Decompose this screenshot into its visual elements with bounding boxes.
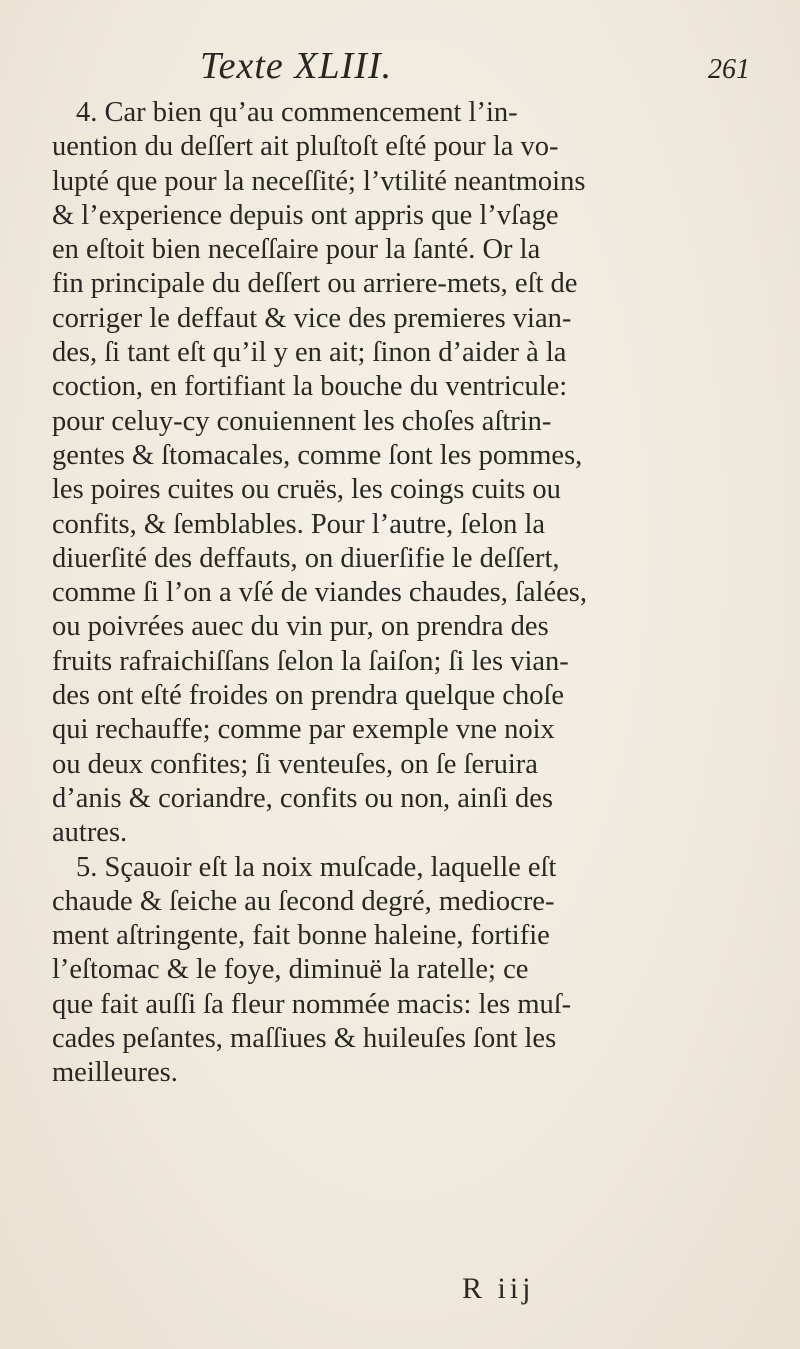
text-line: ou poivrées auec du vin pur, on prendra des bbox=[52, 611, 549, 643]
text-line: confits, & ſemblables. Pour l’autre, ſelon la bbox=[52, 508, 546, 540]
page-header bbox=[0, 44, 800, 94]
text-line: comme ſi l’on a vſé de viandes chaudes, ſalées, bbox=[52, 577, 587, 609]
text-line: des, ſi tant eſt qu’il y en ait; ſinon d’aider à la bbox=[52, 337, 567, 369]
text-line: diuerſité des deffauts, on diuerſifie le deſſert, bbox=[52, 542, 560, 574]
text-line: cades peſantes, maſſiues & huileuſes ſont les bbox=[52, 1023, 557, 1055]
paragraph-5 bbox=[52, 851, 764, 1091]
text-line: corriger le deffaut & vice des premieres vian- bbox=[52, 302, 572, 334]
text-line: coction, en fortifiant la bouche du ventricule: bbox=[52, 371, 568, 403]
paragraph-4 bbox=[52, 96, 764, 851]
text-line: pour celuy-cy conuiennent les choſes aſtrin- bbox=[52, 405, 552, 437]
text-line: uention du deſſert ait pluſtoſt eſté pour la vo- bbox=[52, 131, 559, 163]
body-text bbox=[52, 96, 764, 1091]
text-line: que fait auſſi ſa fleur nommée macis: les muſ- bbox=[52, 988, 572, 1020]
text-line: les poires cuites ou cruës, les coings cuits ou bbox=[52, 474, 561, 506]
text-line: 4. Car bien qu’au commencement l’in- bbox=[76, 97, 518, 128]
page-number: 261 bbox=[708, 54, 750, 85]
signature-mark: R iij bbox=[462, 1272, 535, 1305]
text-line: autres. bbox=[52, 817, 128, 849]
text-line: 5. Sçauoir eſt la noix muſcade, laquelle eſt bbox=[76, 851, 557, 883]
text-line: chaude & ſeiche au ſecond degré, mediocre- bbox=[52, 885, 555, 917]
text-line: ou deux confites; ſi venteuſes, on ſe ſeruira bbox=[52, 748, 538, 780]
text-line: fruits rafraichiſſans ſelon la ſaiſon; ſi les vian- bbox=[52, 645, 569, 677]
text-line: d’anis & coriandre, confits ou non, ainſi des bbox=[52, 782, 554, 814]
text-line: qui rechauffe; comme par exemple vne noix bbox=[52, 714, 555, 746]
text-line: fin principale du deſſert ou arriere-mets, eſt de bbox=[52, 268, 578, 300]
text-line: & l’experience depuis ont appris que l’vſage bbox=[52, 199, 559, 231]
text-line: gentes & ſtomacales, comme ſont les pommes, bbox=[52, 439, 583, 471]
running-title: Texte XLIII. bbox=[200, 45, 393, 87]
text-line: meilleures. bbox=[52, 1057, 178, 1089]
text-line: ment aſtringente, fait bonne haleine, fortifie bbox=[52, 920, 550, 952]
text-line: en eſtoit bien neceſſaire pour la ſanté. Or la bbox=[52, 234, 541, 266]
text-line: des ont eſté froides on prendra quelque choſe bbox=[52, 680, 565, 712]
text-line: lupté que pour la neceſſité; l’vtilité neantmoins bbox=[52, 165, 586, 197]
text-line: l’eſtomac & le foye, diminuë la ratelle; ce bbox=[52, 954, 529, 986]
